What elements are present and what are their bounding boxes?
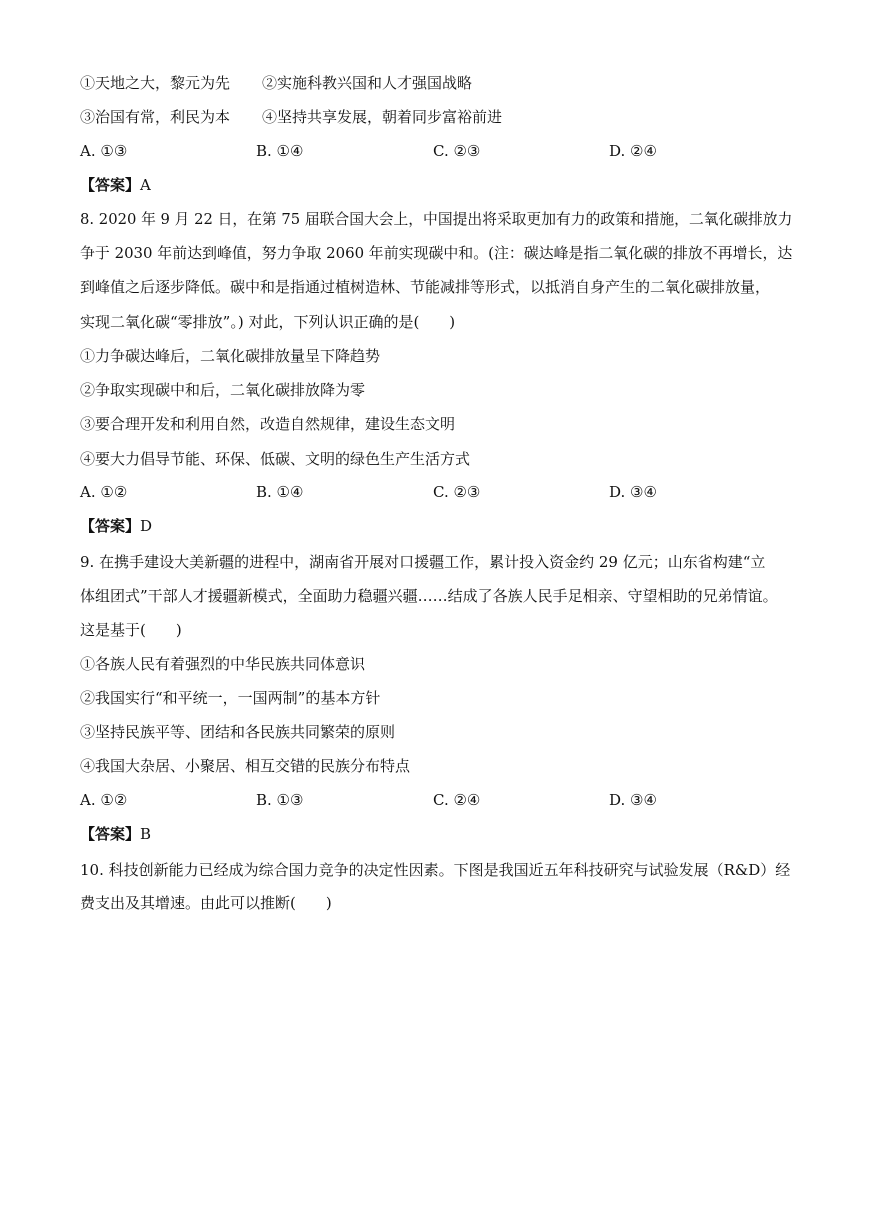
q7-option-d: D. ②④ (609, 142, 657, 160)
q9-stem-line-3: 这是基于( ) (80, 621, 182, 639)
q8-stem-line-2: 争于 2030 年前达到峰值，努力争取 2060 年前实现碳中和。(注：碳达峰是指二氧化碳的排放不再增长，达 (80, 244, 793, 262)
q8-answer-value: D (140, 517, 153, 535)
q7-option-b: B. ①④ (256, 142, 304, 160)
q7-statement-3: ③治国有常，利民为本 (80, 108, 231, 126)
q7-option-c: C. ②③ (433, 142, 481, 160)
q7-statement-4: ④坚持共享发展，朝着同步富裕前进 (262, 108, 503, 126)
q8-statement-4: ④要大力倡导节能、环保、低碳、文明的绿色生产生活方式 (80, 450, 471, 468)
q8-options (80, 482, 780, 502)
q7-statement-2: ②实施科教兴国和人才强国战略 (262, 74, 473, 92)
q10-stem-line-1: 10. 科技创新能力已经成为综合国力竞争的决定性因素。下图是我国近五年科技研究与试验发展（R&D）经 (80, 861, 791, 879)
q10-stem-line-2: 费支出及其增速。由此可以推断( ) (80, 894, 332, 912)
q8-option-a: A. ①② (80, 483, 128, 501)
q9-statement-4: ④我国大杂居、小聚居、相互交错的民族分布特点 (80, 757, 411, 775)
q8-stem-line-3: 到峰值之后逐步降低。碳中和是指通过植树造林、节能减排等形式，以抵消自身产生的二氧化碳排放量， (80, 278, 771, 296)
q7-options (80, 141, 780, 161)
q7-answer-label: 【答案】 (80, 176, 141, 194)
q8-statement-1: ①力争碳达峰后，二氧化碳排放量呈下降趋势 (80, 347, 381, 365)
q8-answer-label: 【答案】 (80, 517, 141, 535)
q9-option-c: C. ②④ (433, 791, 481, 809)
q9-statement-3: ③坚持民族平等、团结和各民族共同繁荣的原则 (80, 723, 396, 741)
q7-statements-row-1 (80, 73, 472, 93)
q8-statement-3: ③要合理开发和利用自然，改造自然规律，建设生态文明 (80, 415, 456, 433)
q8-answer (80, 516, 152, 536)
q9-answer-value: B (140, 825, 152, 843)
q9-stem-line-2: 体组团式”干部人才援疆新模式，全面助力稳疆兴疆……结成了各族人民手足相亲、守望相助的兄弟情谊。 (80, 587, 778, 605)
q8-option-d: D. ③④ (609, 483, 657, 501)
q8-option-c: C. ②③ (433, 483, 481, 501)
q7-option-a: A. ①③ (80, 142, 128, 160)
q8-stem-line-1: 8. 2020 年 9 月 22 日，在第 75 届联合国大会上，中国提出将采取更加有力的政策和措施，二氧化碳排放力 (80, 210, 793, 228)
q9-stem-line-1: 9. 在携手建设大美新疆的进程中，湖南省开展对口援疆工作，累计投入资金约 29 亿元；山东省构建“立 (80, 553, 766, 571)
q9-option-b: B. ①③ (256, 791, 304, 809)
q9-statement-2: ②我国实行“和平统一，一国两制”的基本方针 (80, 689, 381, 707)
q9-answer-label: 【答案】 (80, 825, 141, 843)
q7-statements-row-2 (80, 107, 502, 127)
q8-option-b: B. ①④ (256, 483, 304, 501)
q9-option-a: A. ①② (80, 791, 128, 809)
q9-options (80, 790, 780, 810)
q7-answer-value: A (140, 176, 151, 194)
q7-answer (80, 175, 151, 195)
q9-answer (80, 824, 151, 844)
q9-option-d: D. ③④ (609, 791, 657, 809)
q8-statement-2: ②争取实现碳中和后，二氧化碳排放降为零 (80, 381, 366, 399)
q8-stem-line-4: 实现二氧化碳“零排放”。) 对此，下列认识正确的是( ) (80, 313, 456, 331)
q9-statement-1: ①各族人民有着强烈的中华民族共同体意识 (80, 655, 366, 673)
q7-statement-1: ①天地之大，黎元为先 (80, 74, 231, 92)
